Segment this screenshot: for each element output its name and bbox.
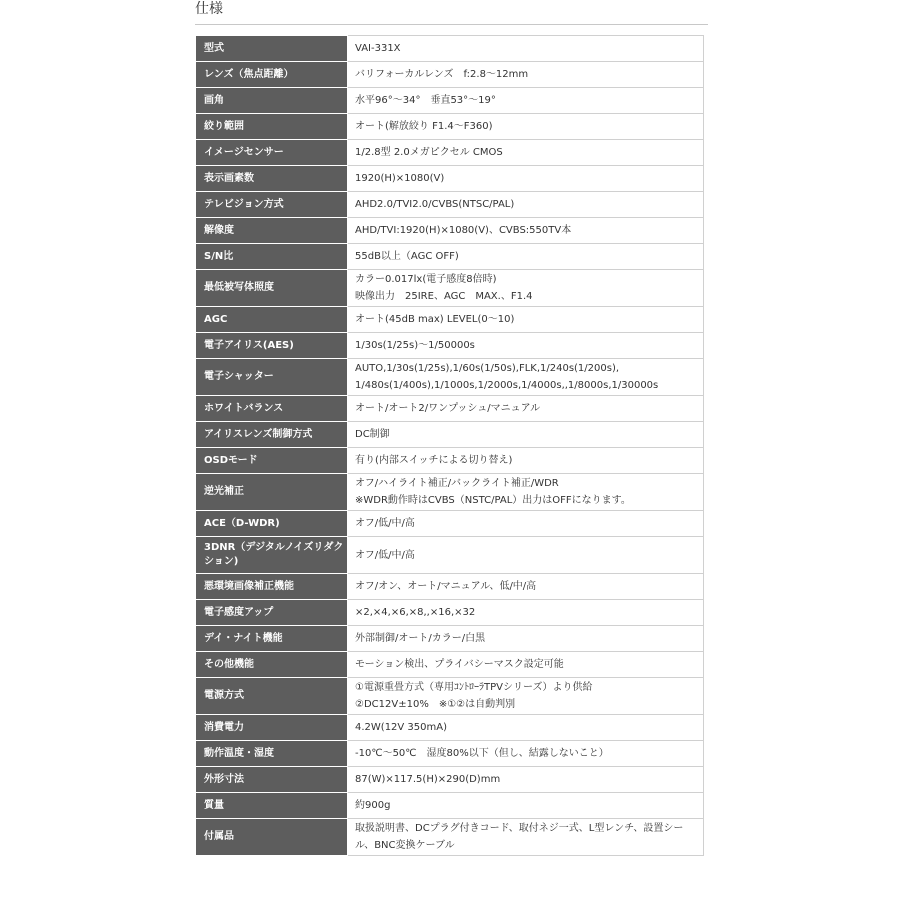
- spec-value: [348, 270, 704, 307]
- spec-value: [348, 793, 704, 819]
- spec-value-line: DC制御: [355, 429, 390, 440]
- spec-value-line: ※WDR動作時はCVBS（NSTC/PAL）出力はOFFになります。: [355, 495, 631, 506]
- spec-label: 解像度: [196, 218, 348, 244]
- spec-value-line: オフ/低/中/高: [355, 549, 415, 561]
- spec-value: [348, 511, 704, 537]
- spec-label: 逆光補正: [196, 474, 348, 511]
- spec-value-line: オート(解放絞り F1.4〜F360): [355, 121, 493, 132]
- spec-value: [348, 36, 704, 62]
- spec-value-line: -10℃〜50℃ 湿度80%以下（但し、結露しないこと）: [355, 748, 609, 759]
- spec-label: AGC: [196, 307, 348, 333]
- spec-value-line: AUTO,1/30s(1/25s),1/60s(1/50s),FLK,1/240s(1/200s),: [355, 363, 620, 374]
- spec-value: [348, 767, 704, 793]
- spec-value: [348, 652, 704, 678]
- spec-label: テレビジョン方式: [196, 192, 348, 218]
- spec-row: [196, 359, 704, 396]
- spec-value-line: 87(W)×117.5(H)×290(D)mm: [355, 774, 501, 785]
- spec-label: デイ・ナイト機能: [196, 626, 348, 652]
- spec-value: [348, 474, 704, 511]
- spec-label: 電子感度アップ: [196, 600, 348, 626]
- page-title: 仕様: [195, 1, 223, 17]
- spec-value-line: VAI-331X: [355, 43, 401, 54]
- spec-value-line: 1920(H)×1080(V): [355, 173, 445, 184]
- spec-value-line: ×2,×4,×6,×8,,×16,×32: [355, 607, 476, 618]
- spec-label: 3DNR（デジタルノイズリダクション): [196, 537, 348, 574]
- spec-value-line: カラー0.017lx(電子感度8倍時): [355, 274, 497, 285]
- spec-value-line: バリフォーカルレンズ f:2.8〜12mm: [355, 69, 529, 80]
- spec-label: 消費電力: [196, 715, 348, 741]
- spec-value-line: 約900g: [355, 800, 391, 811]
- spec-label: 電子アイリス(AES): [196, 333, 348, 359]
- spec-row: [196, 574, 704, 600]
- spec-label: イメージセンサー: [196, 140, 348, 166]
- spec-row: [196, 600, 704, 626]
- spec-value: [348, 574, 704, 600]
- spec-row: [196, 270, 704, 307]
- spec-label: アイリスレンズ制御方式: [196, 422, 348, 448]
- spec-value: [348, 626, 704, 652]
- spec-value: [348, 192, 704, 218]
- spec-row: [196, 166, 704, 192]
- spec-value-line: 取扱説明書、DCプラグ付きコード、取付ネジ一式、L型レンチ、設置シー: [355, 823, 684, 834]
- spec-row: [196, 715, 704, 741]
- spec-value: [348, 741, 704, 767]
- spec-value: [348, 218, 704, 244]
- spec-row: [196, 652, 704, 678]
- title-divider: [195, 24, 708, 25]
- spec-value-line: 1/2.8型 2.0メガピクセル CMOS: [355, 147, 503, 158]
- spec-value-line: オート(45dB max) LEVEL(0〜10): [355, 314, 515, 325]
- spec-value: [348, 422, 704, 448]
- spec-value: [348, 114, 704, 140]
- spec-row: [196, 741, 704, 767]
- spec-label: 電源方式: [196, 678, 348, 715]
- spec-value: [348, 396, 704, 422]
- spec-label: 悪環境画像補正機能: [196, 574, 348, 600]
- spec-value-line: 水平96°〜34° 垂直53°〜19°: [355, 95, 496, 106]
- spec-row: [196, 333, 704, 359]
- spec-value: [348, 88, 704, 114]
- spec-label: ACE（D-WDR): [196, 511, 348, 537]
- spec-value-line: 外部制御/オート/カラー/白黒: [355, 633, 486, 644]
- spec-value-line: 有り(内部スイッチによる切り替え): [355, 455, 513, 466]
- spec-row: [196, 678, 704, 715]
- spec-row: [196, 307, 704, 333]
- spec-value: [348, 359, 704, 396]
- spec-row: [196, 62, 704, 88]
- spec-label: その他機能: [196, 652, 348, 678]
- spec-value: [348, 819, 704, 856]
- spec-label: 絞り範囲: [196, 114, 348, 140]
- spec-value-line: 4.2W(12V 350mA): [355, 722, 448, 733]
- spec-row: [196, 88, 704, 114]
- spec-value-line: AHD/TVI:1920(H)×1080(V)、CVBS:550TV本: [355, 225, 572, 236]
- spec-row: [196, 626, 704, 652]
- spec-value: [348, 715, 704, 741]
- spec-row: [196, 422, 704, 448]
- spec-label: 付属品: [196, 819, 348, 856]
- spec-row: [196, 474, 704, 511]
- spec-row: [196, 511, 704, 537]
- spec-row: [196, 140, 704, 166]
- spec-row: [196, 218, 704, 244]
- spec-value-line: ル、BNC変換ケーブル: [355, 840, 455, 851]
- spec-value: [348, 307, 704, 333]
- spec-value-line: 1/30s(1/25s)〜1/50000s: [355, 340, 475, 351]
- spec-label: 画角: [196, 88, 348, 114]
- spec-value: [348, 140, 704, 166]
- spec-label: ホワイトバランス: [196, 396, 348, 422]
- spec-value-line: オート/オート2/ワンプッシュ/マニュアル: [355, 403, 541, 414]
- spec-value: [348, 600, 704, 626]
- spec-table-body: [196, 36, 704, 856]
- spec-value-line: モーション検出、プライバシーマスク設定可能: [355, 659, 564, 670]
- spec-value: [348, 244, 704, 270]
- spec-row: [196, 396, 704, 422]
- spec-label: S/N比: [196, 244, 348, 270]
- spec-value-line: 映像出力 25IRE、AGC MAX.、F1.4: [355, 291, 533, 302]
- spec-row: [196, 114, 704, 140]
- spec-value: [348, 537, 704, 574]
- spec-value-line: オフ/低/中/高: [355, 518, 415, 529]
- spec-label: 表示画素数: [196, 166, 348, 192]
- spec-label: 最低被写体照度: [196, 270, 348, 307]
- spec-row: [196, 244, 704, 270]
- spec-row: [196, 36, 704, 62]
- spec-value-line: ②DC12V±10% ※①②は自動判別: [355, 699, 516, 710]
- spec-value-line: ①電源重畳方式（専用ｺﾝﾄﾛｰﾗTPVシリーズ）より供給: [355, 682, 593, 693]
- spec-value-line: AHD2.0/TVI2.0/CVBS(NTSC/PAL): [355, 199, 515, 210]
- spec-row: [196, 537, 704, 574]
- spec-label: 動作温度・湿度: [196, 741, 348, 767]
- spec-value: [348, 448, 704, 474]
- spec-value: [348, 166, 704, 192]
- spec-value: [348, 333, 704, 359]
- spec-value: [348, 62, 704, 88]
- spec-label: 外形寸法: [196, 767, 348, 793]
- spec-value-line: 1/480s(1/400s),1/1000s,1/2000s,1/4000s,,1/8000s,1/30000s: [355, 380, 659, 391]
- spec-value-line: 55dB以上（AGC OFF): [355, 251, 459, 262]
- spec-value-line: オフ/オン、オート/マニュアル、低/中/高: [355, 581, 537, 592]
- spec-row: [196, 819, 704, 856]
- spec-row: [196, 192, 704, 218]
- spec-table: [195, 35, 704, 856]
- spec-label: 型式: [196, 36, 348, 62]
- spec-label: 質量: [196, 793, 348, 819]
- spec-row: [196, 448, 704, 474]
- spec-label: 電子シャッター: [196, 359, 348, 396]
- spec-value-line: オフ/ハイライト補正/バックライト補正/WDR: [355, 478, 559, 489]
- spec-row: [196, 767, 704, 793]
- spec-value: [348, 678, 704, 715]
- spec-row: [196, 793, 704, 819]
- spec-label: レンズ（焦点距離）: [196, 62, 348, 88]
- spec-label: OSDモード: [196, 448, 348, 474]
